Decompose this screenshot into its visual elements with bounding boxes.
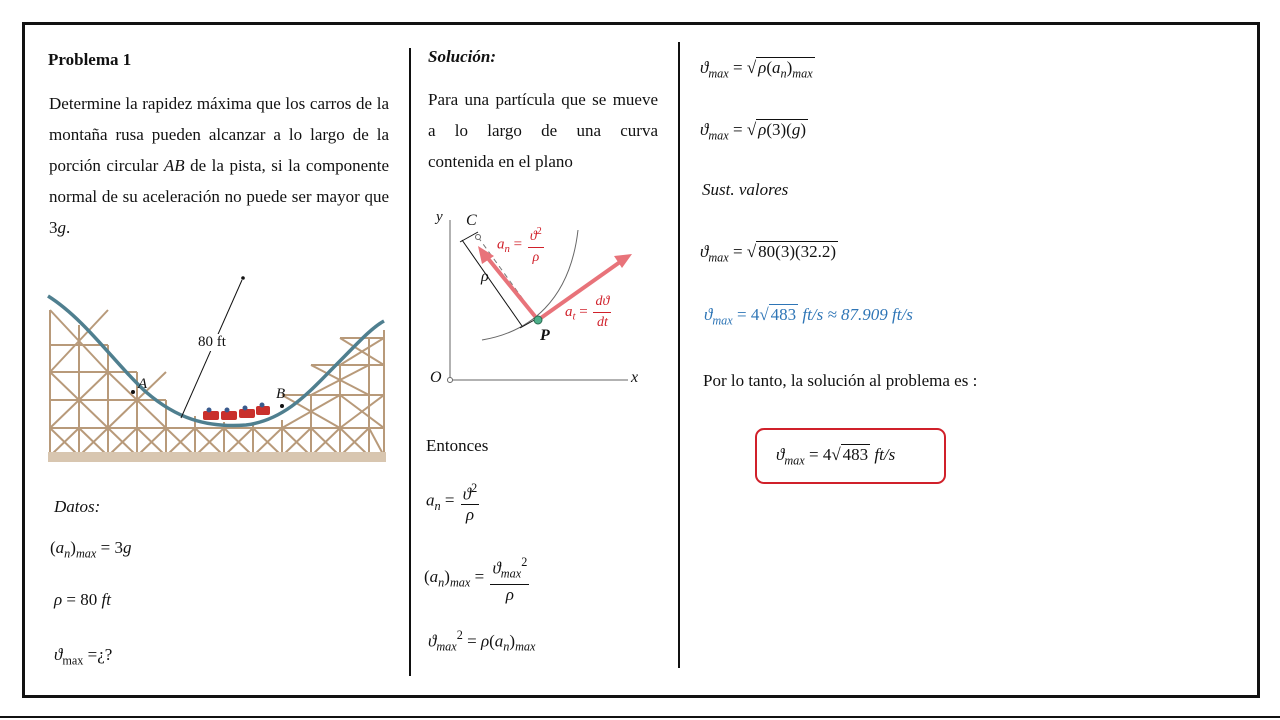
datos-heading: Datos: [54,497,101,516]
conclusion-text: Por lo tanto, la solución al problema es : [703,371,978,390]
label-rho: ρ [481,268,489,285]
label-x: x [631,369,639,386]
datos-rho: ρ = 80 ft [54,590,111,609]
point-b [280,404,284,408]
problem-statement: Determine la rapidez máxima que los carros de la montaña rusa pueden alcanzar a lo largo de la porción circular AB de la pista, si la componente normal de su aceleración no puede ser mayor que 3g. [49,94,390,237]
datos-vmax: $ϑ_{max}$ =¿? [54,645,113,668]
solucion-heading: Solución: [428,47,497,66]
roller-coaster-figure [46,270,388,466]
solucion-intro-line3: contenida en el plano [428,152,573,171]
label-a: A [138,376,148,392]
eq-vmax-squared: $ϑ_{max}^2 = \rho(a_n)_{max}$ [428,628,536,654]
solucion-intro: Para una partícula que se mueve a lo largo de una curva [428,90,659,140]
eq-an-max: $(a_n)_{max}$ = $\frac{ϑ_{max}^2}{\rho}$ [424,552,531,605]
eq-result: $ϑ_{max} = 4√$ 483 ft/s ≈ 87.909 ft/s [704,305,913,328]
final-answer: $ϑ_{max} = 4√$ 483 ft/s [776,445,896,468]
point-p [534,316,542,324]
problem-title: Problema 1 [48,50,132,69]
ground [48,452,386,462]
center-point [241,276,245,280]
bottom-rule [0,716,1280,718]
label-y: y [436,209,443,225]
coaster-cars [203,403,270,421]
label-p: P [540,327,550,344]
column-divider-1 [409,48,411,676]
eq-vmax-sqrt-3g: $ϑ_{max}$ = √ ρ(3)(g) [700,120,806,143]
center-c [476,235,481,240]
label-80ft: 80 ft [198,334,226,350]
datos-an-max: $(a_n)_{max} = 3g$ [50,538,132,561]
wood-truss [50,310,384,456]
label-o: O [430,369,442,386]
eq-vmax-sqrt: $ϑ_{max}$ = √ $\rho(a_n)_{max}$ [700,58,813,81]
label-at-formula: $a_t$ = $\frac{dϑ}{dt}$ [565,294,610,330]
label-c: C [466,212,477,229]
column-divider-2 [678,42,680,668]
origin [448,378,453,383]
label-an-formula: $a_n$ = $\frac{ϑ^2}{\rho}$ [497,222,546,268]
entonces-label: Entonces [426,436,489,455]
point-a [131,390,135,394]
sust-valores: Sust. valores [702,180,789,199]
eq-substituted: $ϑ_{max}$ = √ 80(3)(32.2) [700,242,837,265]
eq-an: $a_n$ = $\frac{ϑ^2}{\rho}$ [426,478,481,525]
label-b: B [276,386,286,402]
